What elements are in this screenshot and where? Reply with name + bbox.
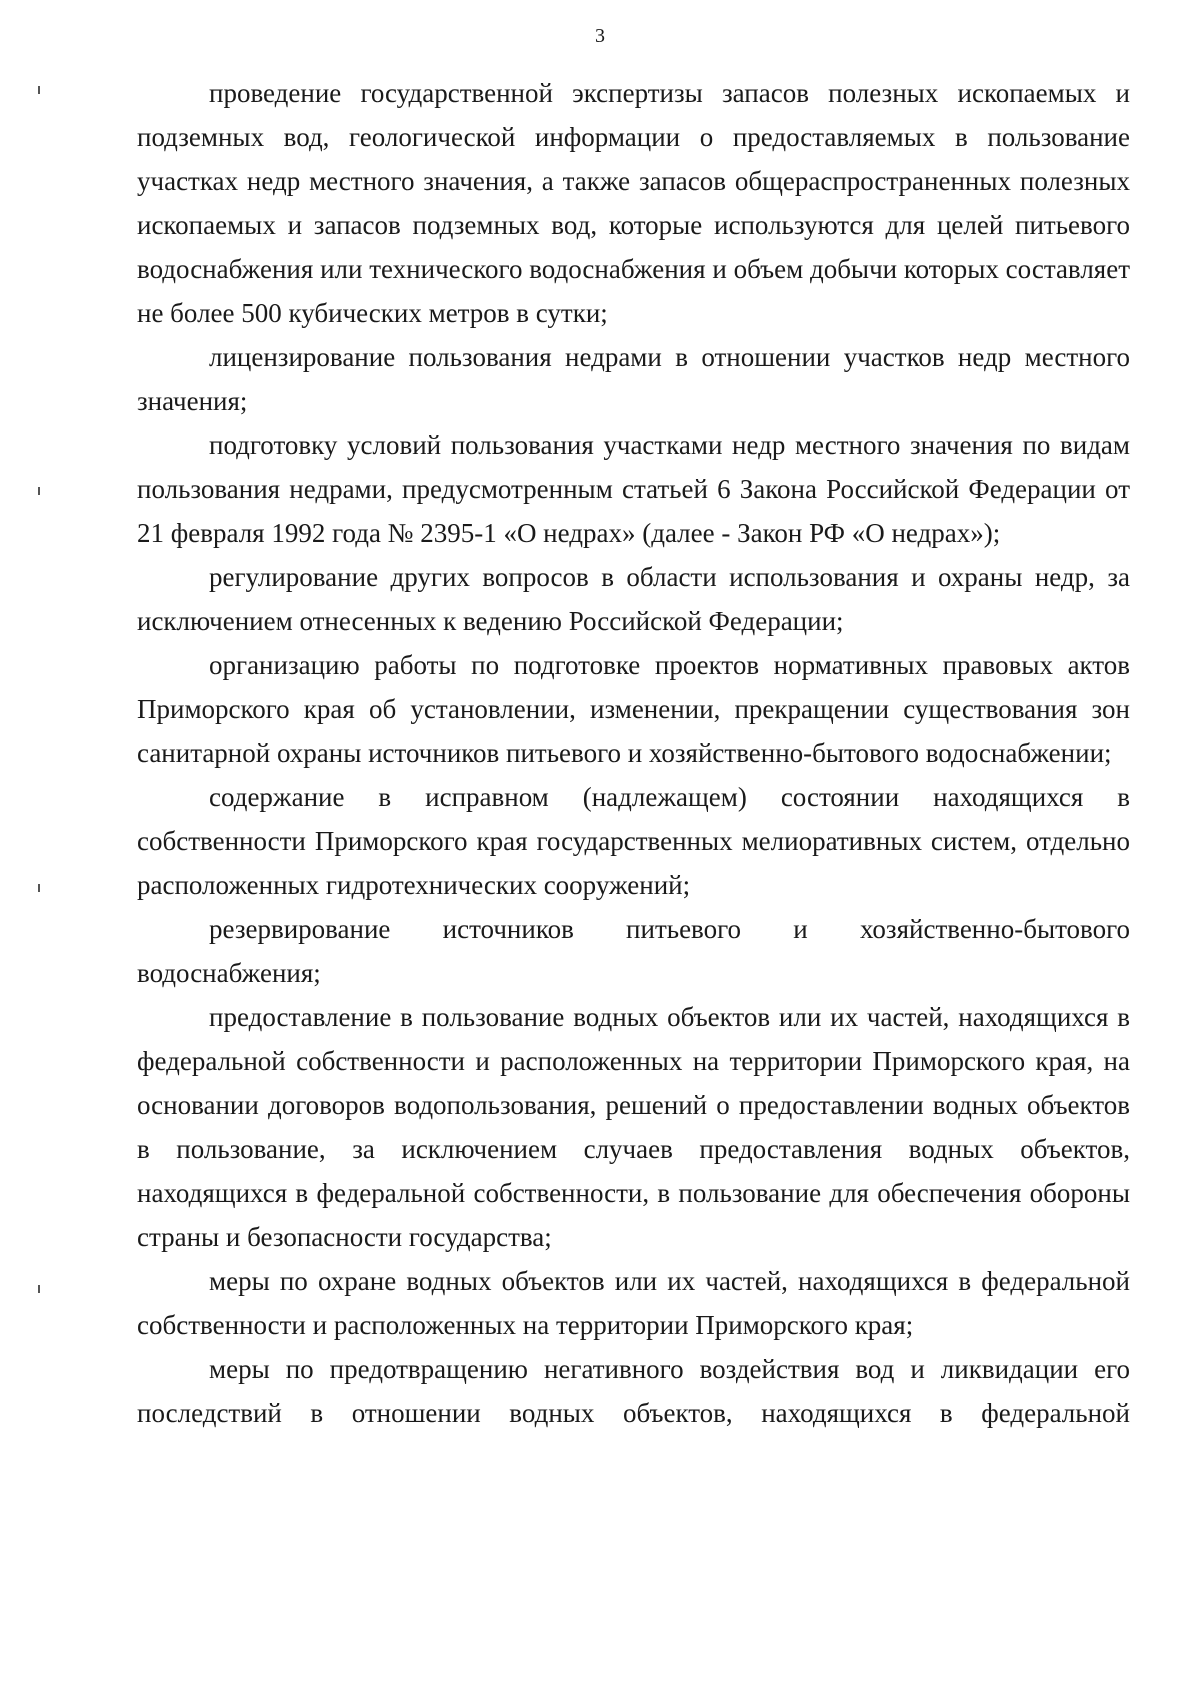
- paragraph: меры по предотвращению негативного воздействия вод и ликвидации его последствий в отношении водных объектов, находящихся в федеральной: [137, 1354, 1130, 1428]
- paragraph: предоставление в пользование водных объектов или их частей, находящихся в федеральной собственности и расположенных на территории Приморского края, на основании договоров водопользования, решений о предоставлении водных объектов в пользование, за исключением случаев предоставления водных объектов, находящихся в федеральной собственности, в пользование для обеспечения обороны страны и безопасности государства;: [137, 1002, 1130, 1252]
- paragraph: подготовку условий пользования участками недр местного значения по видам пользования недрами, предусмотренным статьей 6 Закона Российской Федерации от 21 февраля 1992 года № 2395-1 «О недрах» (далее - Закон РФ «О недрах»);: [137, 430, 1130, 548]
- paragraph: организацию работы по подготовке проектов нормативных правовых актов Приморского края об установлении, изменении, прекращении существования зон санитарной охраны источников питьевого и хозяйственно-бытового водоснабжении;: [137, 650, 1130, 768]
- paragraph: лицензирование пользования недрами в отношении участков недр местного значения;: [137, 342, 1130, 416]
- paragraph: регулирование других вопросов в области использования и охраны недр, за исключением отнесенных к ведению Российской Федерации;: [137, 562, 1130, 636]
- margin-mark: [38, 884, 40, 892]
- document-body: [137, 71, 1130, 1435]
- paragraph: проведение государственной экспертизы запасов полезных ископаемых и подземных вод, геологической информации о предоставляемых в пользование участках недр местного значения, а также запасов общераспространенных полезных ископаемых и запасов подземных вод, которые используются для целей питьевого водоснабжения или технического водоснабжения и объем добычи которых составляет не более 500 кубических метров в сутки;: [137, 78, 1130, 328]
- page-number: 3: [595, 25, 605, 47]
- margin-mark: [38, 487, 40, 495]
- paragraph: резервирование источников питьевого и хозяйственно-бытового водоснабжения;: [137, 914, 1130, 988]
- paragraph: содержание в исправном (надлежащем) состоянии находящихся в собственности Приморского края государственных мелиоративных систем, отдельно расположенных гидротехнических сооружений;: [137, 782, 1130, 900]
- paragraph: меры по охране водных объектов или их частей, находящихся в федеральной собственности и расположенных на территории Приморского края;: [137, 1266, 1130, 1340]
- margin-mark: [38, 86, 40, 94]
- margin-mark: [38, 1285, 40, 1293]
